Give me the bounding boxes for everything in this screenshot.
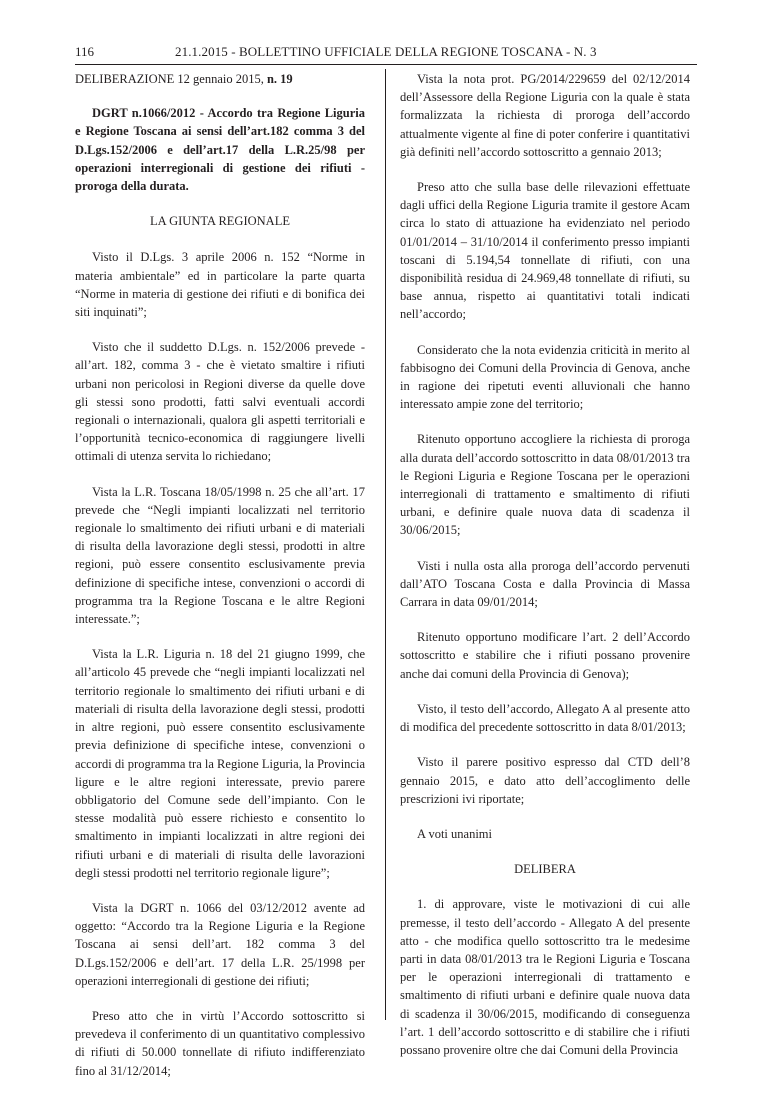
right-paragraph: Visto il parere positivo espresso dal CTD dell’8 gennaio 2015, e dato atto dell’accoglimento delle prescrizioni ivi riportate; bbox=[400, 755, 690, 806]
giunta-heading: LA GIUNTA REGIONALE bbox=[150, 214, 290, 229]
right-paragraph: Considerato che la nota evidenzia criticità in merito al fabbisogno dei Comuni della Provincia di Genova, anche in ragione dei ripetuti eventi alluvionali che hanno interessato ampie zone del territorio; bbox=[400, 342, 690, 412]
voting-line: A voti unanimi bbox=[417, 826, 492, 841]
left-column bbox=[75, 70, 365, 1097]
page-header bbox=[75, 42, 697, 62]
left-paragraph: Vista la L.R. Toscana 18/05/1998 n. 25 che all’art. 17 prevede che “Negli impianti localizzati nel territorio regionale lo smaltimento dei rifiuti urbani e di materiali di risulta della lavorazione degli stessi, prodotti in altre regioni, può essere consentito esclusivamente previa definizione di specifiche intese, convenzioni o accordi di programma tra la Regione Toscana e le altre Regioni interessate.”; bbox=[75, 484, 365, 627]
page-number: 116 bbox=[75, 44, 95, 59]
left-paragraph: Visto il D.Lgs. 3 aprile 2006 n. 152 “Norme in materia ambientale” ed in particolare la parte quarta “Norme in materia di gestione dei rifiuti e di bonifica dei siti inquinati”; bbox=[75, 250, 365, 320]
right-paragraph: Visto, il testo dell’accordo, Allegato A al presente atto di modifica del precedente sottoscritto in data 8/01/2013; bbox=[400, 701, 690, 735]
right-paragraph: Vista la nota prot. PG/2014/229659 del 02/12/2014 dell’Assessore della Regione Liguria con la quale è stata formalizzata la richiesta di proroga dell’accordo attualmente vigente al fine di poter conferire i quantitativi già definiti nell’accordo sottoscritto a gennaio 2013; bbox=[400, 72, 690, 159]
left-paragraph: Vista la L.R. Liguria n. 18 del 21 giugno 1999, che all’articolo 45 prevede che “negli impianti localizzati nel territorio regionale lo smaltimento dei rifiuti urbani e di materiali di risulta della lavorazione degli stessi, prodotti in altre regioni, può essere consentito esclusivamente previa definizione di specifiche intese, convenzioni o accordi di programma tra la Regione Liguria, la Provincia ligure e le altre regioni interessate, previo parere obbligatorio del Comune sede dell’impianto. Con le stesse modalità può essere richiesto e consentito lo smaltimento in impianti localizzati in altre regioni dei rifiuti urbani e di materiali di risulta delle lavorazioni degli stessi prodotti nel territorio regionale ligure”; bbox=[75, 647, 365, 880]
right-column bbox=[400, 70, 690, 1076]
right-paragraph: Preso atto che sulla base delle rilevazioni effettuate dagli uffici della Regione Liguria tramite il gestore Acam circa lo stato di attuazione ha evidenziato nel periodo 01/01/2014 – 31/10/2014 il conferimento presso impianti toscani di 5.194,54 tonnellate di rifiuti, con una disponibilità residua di 24.969,48 tonnellate di rifiuti, su base annua, rispetto ai quantitativi totali indicati nell’accordo; bbox=[400, 180, 690, 322]
right-paragraph: 1. di approvare, viste le motivazioni di cui alle premesse, il testo dell’accordo - Allegato A del presente atto - che modifica quello sottoscritto tra le medesime parti in data 08/01/2013 tra le Regioni Liguria e Toscana per le operazioni interregionali di trattamento e smaltimento di rifiuti urbani e definire quale nuova data di scadenza il 30/06/2015, modificando di conseguenza l’art. 1 dell’accordo sottoscritto e di stabilire che i rifiuti possano provenire oltre che dai Comuni della Provincia bbox=[400, 897, 690, 1057]
left-paragraph: Visto che il suddetto D.Lgs. n. 152/2006 prevede - all’art. 182, comma 3 - che è vietato smaltire i rifiuti urbani non pericolosi in Regioni diverse da quelle dove gli stessi sono prodotti, fatti salvi eventuali accordi regionali o internazionali, qualora gli aspetti territoriali e l’opportunità tecnico-economica di raggiungere livelli ottimali di utenza servita lo richiedano; bbox=[75, 340, 365, 464]
right-paragraph: Visti i nulla osta alla proroga dell’accordo pervenuti dall’ATO Toscana Costa e dalla Provincia di Massa Carrara in data 09/01/2014; bbox=[400, 558, 690, 610]
deliberation-title: DGRT n.1066/2012 - Accordo tra Regione Liguria e Regione Toscana ai sensi dell’art.182 comma 3 del D.Lgs.152/2006 e dell’art.17 della L.R.25/98 per operazioni interregionali di gestione dei rifiuti - proroga della durata. bbox=[75, 106, 365, 194]
running-title: 21.1.2015 - BOLLETTINO UFFICIALE DELLA REGIONE TOSCANA - N. 3 bbox=[175, 44, 597, 59]
header-rule bbox=[75, 64, 697, 65]
deliberation-number: n. 19 bbox=[266, 72, 293, 86]
left-paragraph: Vista la DGRT n. 1066 del 03/12/2012 avente ad oggetto: “Accordo tra la Regione Liguria e la Regione Toscana ai sensi dell’art. 182 comma 3 del D.Lgs.152/2006 e dell’art. 17 della L.R. 25/1998 per operazioni interregionali di gestione dei rifiuti; bbox=[75, 900, 365, 988]
delibera-heading: DELIBERA bbox=[514, 862, 576, 877]
right-paragraph: Ritenuto opportuno modificare l’art. 2 dell’Accordo sottoscritto e stabilire che i rifiuti possano provenire anche dai comuni della Provincia di Genova); bbox=[400, 630, 690, 681]
column-divider bbox=[385, 69, 386, 1020]
deliberation-line bbox=[75, 70, 365, 88]
deliberation-date: DELIBERAZIONE 12 gennaio 2015, bbox=[75, 72, 264, 86]
left-paragraph: Preso atto che in virtù l’Accordo sottoscritto si prevedeva il conferimento di un quantitativo complessivo di rifiuti di 50.000 tonnellate di rifiuto indifferenziato fino al 31/12/2014; bbox=[75, 1008, 365, 1078]
right-paragraph: Ritenuto opportuno accogliere la richiesta di proroga alla durata dell’accordo sottoscritto in data 08/01/2013 tra le Regioni Liguria e Regione Toscana per le operazioni interregionali di trattamento e smaltimento di rifiuti urbani, e definire quale nuova data di scadenza il 30/06/2015; bbox=[400, 432, 690, 538]
